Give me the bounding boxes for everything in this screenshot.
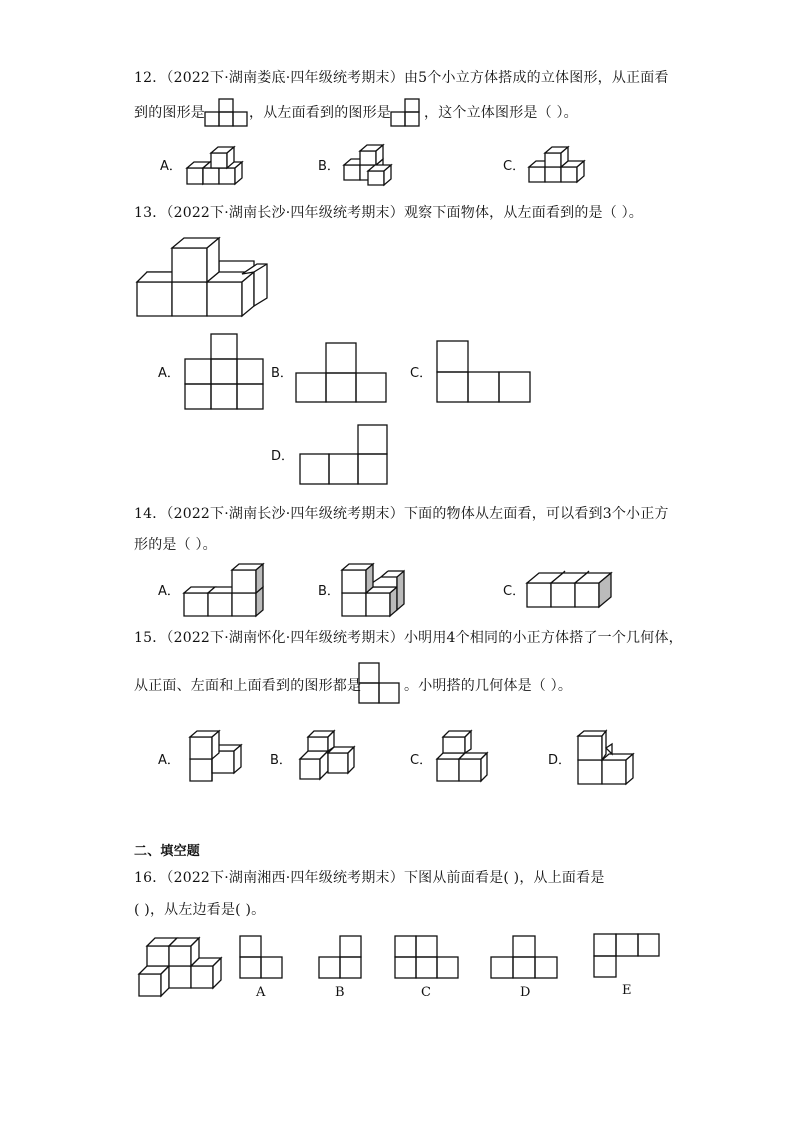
q16-option-d-label[interactable]: D (520, 985, 531, 1000)
q12-line1: 12．（2022下·湖南娄底·四年级统考期末）由5个小立方体搭成的立体图形，从正面看 (134, 70, 669, 86)
q15-option-d-figure[interactable] (576, 728, 638, 788)
q14-option-a-label[interactable]: A． (158, 584, 180, 599)
q12-option-b-label[interactable]: B． (318, 159, 340, 174)
q15-option-a-figure[interactable] (188, 725, 250, 787)
q15-option-c-figure[interactable] (435, 727, 493, 787)
q16-line2: ( )，从左边看是( )。 (134, 902, 266, 918)
q16-option-c-figure[interactable] (393, 934, 461, 980)
q12-option-b-figure[interactable] (342, 143, 408, 187)
q12-line2b: ，从左面看到的图形是 (249, 105, 391, 121)
q16-line1: 16．（2022下·湖南湘西·四年级统考期末）下图从前面看是( )，从上面看是 (134, 870, 605, 886)
q13-option-a-label[interactable]: A． (158, 366, 180, 381)
q13-line1: 13．（2022下·湖南长沙·四年级统考期末）观察下面物体，从左面看到的是（ ）。 (134, 205, 643, 221)
q15-option-d-label[interactable]: D． (548, 753, 572, 768)
q12-line2a: 到的图形是 (134, 105, 205, 121)
q16-option-a-label[interactable]: A (256, 985, 266, 1000)
q13-option-c-figure[interactable] (435, 339, 533, 405)
q15-line2a: 从正面、左面和上面看到的图形都是 (134, 678, 362, 694)
section-title-fill-in: 二、填空题 (134, 844, 201, 859)
q15-option-a-label[interactable]: A． (158, 753, 180, 768)
q14-option-a-figure[interactable] (182, 560, 268, 620)
q12-line2c: ，这个立体图形是（ ）。 (424, 105, 578, 121)
q14-line1: 14．（2022下·湖南长沙·四年级统考期末）下面的物体从左面看，可以看到3个小正方 (134, 506, 669, 522)
q16-option-b-label[interactable]: B (335, 985, 345, 1000)
q15-option-c-label[interactable]: C． (410, 753, 433, 768)
q16-option-a-figure[interactable] (238, 934, 286, 980)
q13-object-figure (134, 236, 274, 320)
q14-option-c-figure[interactable] (525, 567, 617, 611)
q16-object-figure (137, 934, 229, 1000)
q14-option-b-figure[interactable] (340, 560, 410, 620)
q14-line2: 形的是（ ）。 (134, 537, 217, 553)
q16-option-d-figure[interactable] (490, 934, 560, 980)
q15-option-b-figure[interactable] (298, 727, 358, 787)
q12-option-a-figure[interactable] (185, 143, 255, 187)
q14-option-c-label[interactable]: C． (503, 584, 526, 599)
q16-option-e-label[interactable]: E (622, 983, 632, 998)
q13-option-d-figure[interactable] (298, 423, 390, 487)
q12-option-c-label[interactable]: C． (503, 159, 526, 174)
q14-option-b-label[interactable]: B． (318, 584, 340, 599)
q12-front-view-figure (204, 98, 248, 128)
q16-option-b-figure[interactable] (317, 934, 365, 980)
q16-option-c-label[interactable]: C (421, 985, 432, 1000)
q15-line1: 15．（2022下·湖南怀化·四年级统考期末）小明用4个相同的小正方体搭了一个几何体， (134, 630, 683, 646)
q12-option-c-figure[interactable] (527, 145, 593, 185)
q13-option-c-label[interactable]: C． (410, 366, 433, 381)
q13-option-b-figure[interactable] (295, 341, 389, 405)
q12-option-a-label[interactable]: A． (160, 159, 182, 174)
q15-line2b: 。小明搭的几何体是（ ）。 (404, 678, 573, 694)
q16-option-e-figure[interactable] (592, 932, 662, 980)
q15-option-b-label[interactable]: B． (270, 753, 292, 768)
q13-option-a-figure[interactable] (183, 332, 267, 412)
q13-option-d-label[interactable]: D． (271, 449, 295, 464)
q12-left-view-figure (390, 98, 422, 128)
q15-view-figure (357, 661, 403, 705)
q13-option-b-label[interactable]: B． (271, 366, 293, 381)
